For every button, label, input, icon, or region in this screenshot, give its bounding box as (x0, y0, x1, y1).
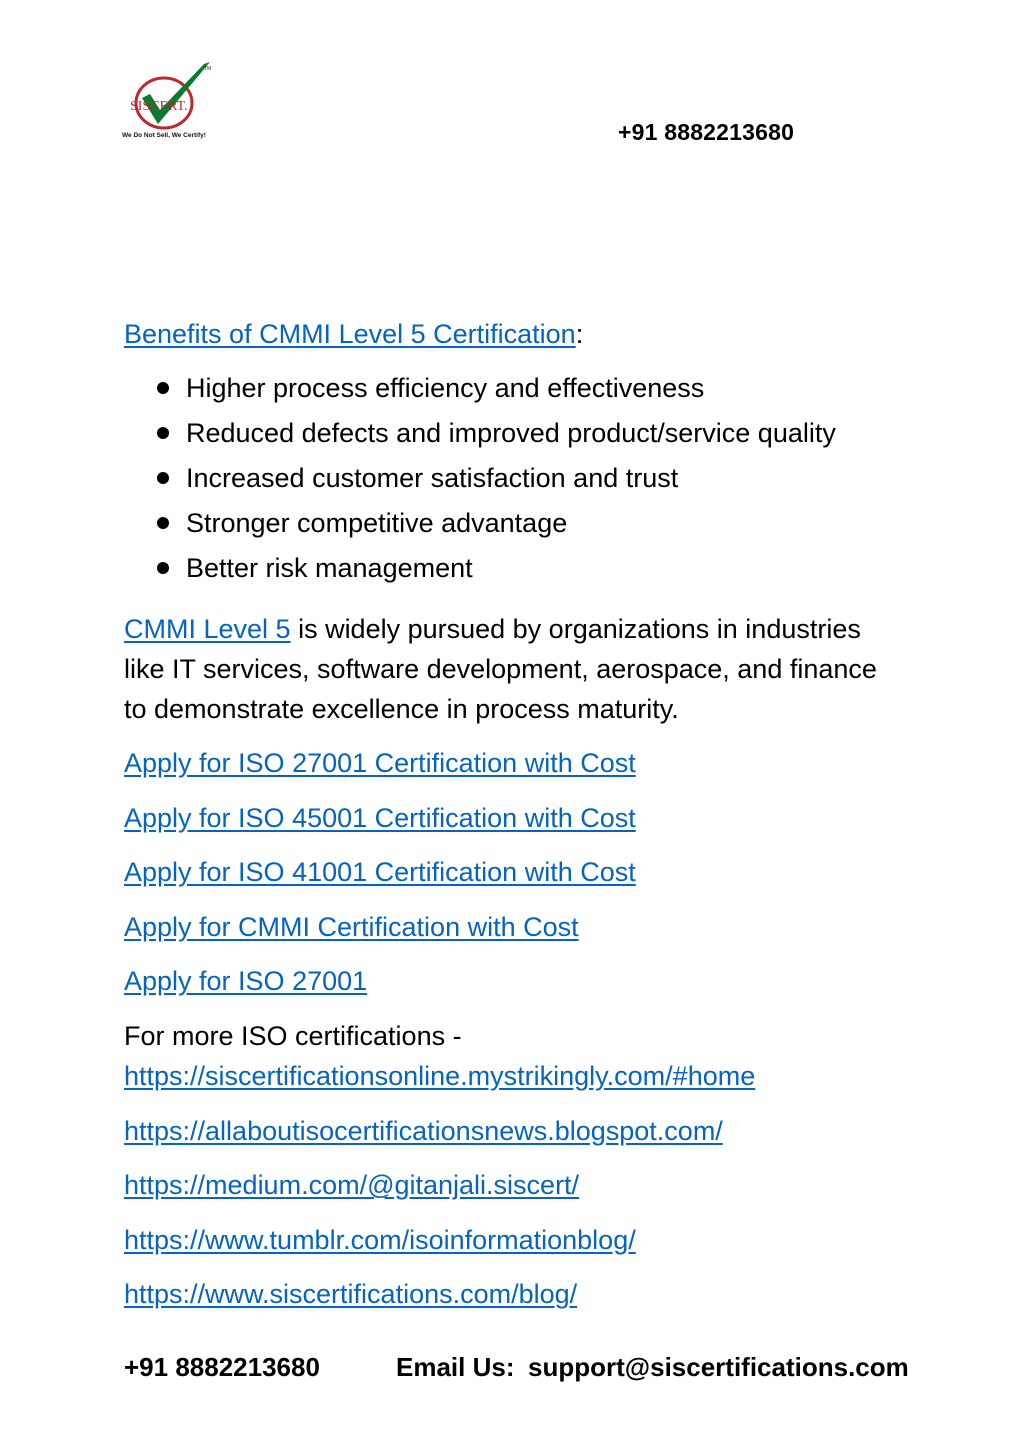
benefits-heading-colon: : (575, 319, 584, 349)
strikingly-link[interactable]: https://siscertificationsonline.mystrikingly.com/#home (124, 1060, 756, 1091)
apply-links (124, 743, 914, 1016)
apply-cmmi-cost-link[interactable]: Apply for CMMI Certification with Cost (124, 911, 579, 942)
bullet-icon (157, 472, 169, 484)
bullet-icon (157, 562, 169, 574)
footer-email-label: Email Us: (396, 1352, 515, 1382)
bullet-icon (157, 382, 169, 394)
logo-tm: TM (204, 66, 212, 72)
tumblr-link[interactable]: https://www.tumblr.com/isoinformationblog/ (124, 1224, 636, 1255)
blogspot-link[interactable]: https://allaboutisocertificationsnews.blogspot.com/ (124, 1115, 723, 1146)
bullet-icon (157, 427, 169, 439)
apply-iso-41001-cost-link[interactable]: Apply for ISO 41001 Certification with Cost (124, 857, 636, 888)
list-item (124, 368, 914, 413)
logo-tagline: We Do Not Sell, We Certify! (122, 132, 206, 139)
cmmi-level-5-link[interactable]: CMMI Level 5 (124, 614, 291, 644)
list-item-text: Increased customer satisfaction and trust (186, 463, 679, 493)
checkmark-logo-icon (118, 58, 218, 134)
main-content (124, 314, 914, 1329)
more-certifications-label: For more ISO certifications - (124, 1020, 462, 1051)
benefits-list (124, 368, 914, 593)
list-item-text: Better risk management (186, 553, 473, 583)
apply-iso-45001-cost-link[interactable]: Apply for ISO 45001 Certification with Cost (124, 802, 636, 833)
list-item (124, 548, 914, 593)
industries-text: is widely pursued by organizations in industries like IT services, software development, aerospace, and finance to demonstrate excellence in process maturity. (124, 614, 877, 724)
list-item (124, 458, 914, 503)
list-item-text: Stronger competitive advantage (186, 508, 568, 538)
apply-iso-27001-cost-link[interactable]: Apply for ISO 27001 Certification with Cost (124, 748, 636, 778)
list-item-text: Higher process efficiency and effectiveness (186, 373, 705, 403)
siscert-blog-link[interactable]: https://www.siscertifications.com/blog/ (124, 1279, 578, 1310)
logo-text: SISCERT. (130, 99, 188, 114)
list-item-text: Reduced defects and improved product/service quality (186, 418, 836, 448)
industries-paragraph (124, 609, 904, 729)
siscert-logo (118, 58, 218, 144)
benefits-heading-link[interactable]: Benefits of CMMI Level 5 Certification (124, 319, 576, 349)
header-phone: +91 8882213680 (618, 119, 795, 145)
footer-email[interactable]: support@siscertifications.com (528, 1352, 909, 1382)
list-item (124, 503, 914, 548)
footer-phone: +91 8882213680 (124, 1352, 320, 1382)
more-certifications (124, 1016, 914, 1329)
apply-iso-27001-link[interactable]: Apply for ISO 27001 (124, 966, 368, 997)
benefits-heading (124, 314, 914, 354)
medium-link[interactable]: https://medium.com/@gitanjali.siscert/ (124, 1170, 580, 1201)
bullet-icon (157, 517, 169, 529)
list-item (124, 413, 914, 458)
